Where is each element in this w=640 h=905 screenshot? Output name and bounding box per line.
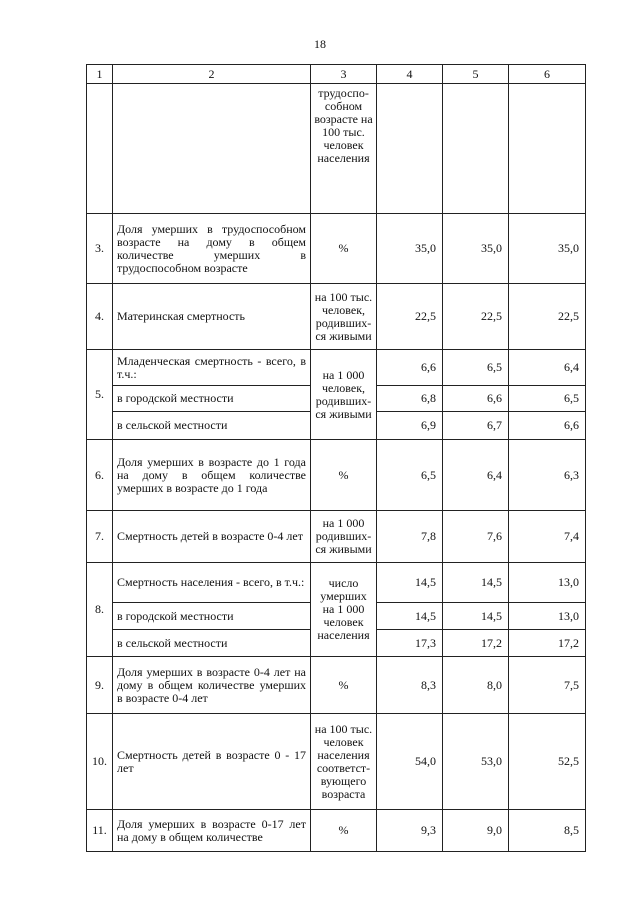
unit-cell: трудоспо-собном возрасте на 100 тыс. человек населения: [311, 84, 377, 214]
value-cell: 8,0: [443, 657, 509, 714]
table-row: [87, 284, 586, 350]
value-cell: 7,4: [509, 511, 586, 563]
value-cell: 53,0: [443, 714, 509, 810]
indicator-name: Доля умерших в трудоспособном возрасте на дому в общем количестве умерших в трудоспособном возрасте: [113, 214, 311, 284]
table-row: [87, 563, 586, 603]
unit-cell: %: [311, 657, 377, 714]
value-cell: 8,5: [509, 810, 586, 852]
page-number: 18: [314, 37, 326, 51]
value-cell: 7,6: [443, 511, 509, 563]
indicator-name: в сельской местности: [113, 630, 311, 657]
value-cell: 35,0: [443, 214, 509, 284]
value-cell: 6,3: [509, 440, 586, 511]
unit-cell: на 100 тыс. человек, родивших-ся живыми: [311, 284, 377, 350]
unit-cell: %: [311, 810, 377, 852]
indicator-name: Материнская смертность: [113, 284, 311, 350]
value-cell: 9,3: [377, 810, 443, 852]
value-cell: 6,4: [443, 440, 509, 511]
value-cell: 17,2: [509, 630, 586, 657]
value-cell: 8,3: [377, 657, 443, 714]
indicator-name: Смертность детей в возрасте 0 - 17 лет: [113, 714, 311, 810]
row-number: 10.: [87, 714, 113, 810]
value-cell: 14,5: [377, 603, 443, 630]
indicator-name: Доля умерших в возрасте до 1 года на дому в общем количестве умерших в возрасте до 1 года: [113, 440, 311, 511]
table-row: [87, 657, 586, 714]
value-cell: 14,5: [443, 603, 509, 630]
unit-cell: число умерших на 1 000 человек населения: [311, 563, 377, 657]
header-cell: 3: [311, 65, 377, 84]
header-cell: 4: [377, 65, 443, 84]
header-cell: 2: [113, 65, 311, 84]
unit-cell: на 1 000 родивших-ся живыми: [311, 511, 377, 563]
table-row: [87, 440, 586, 511]
indicator-name: в городской местности: [113, 603, 311, 630]
row-number: 5.: [87, 350, 113, 440]
header-cell: 6: [509, 65, 586, 84]
value-cell: 6,6: [443, 386, 509, 412]
unit-cell: %: [311, 214, 377, 284]
unit-cell: на 100 тыс. человек населения соответст-вующего возраста: [311, 714, 377, 810]
value-cell: 14,5: [377, 563, 443, 603]
value-cell: 14,5: [443, 563, 509, 603]
indicator-name: Младенческая смертность - всего, в т.ч.:: [113, 350, 311, 386]
header-cell: 5: [443, 65, 509, 84]
row-number: 6.: [87, 440, 113, 511]
value-cell: 7,8: [377, 511, 443, 563]
table-header-row: [87, 65, 586, 84]
value-cell: 6,5: [443, 350, 509, 386]
value-cell: 13,0: [509, 603, 586, 630]
row-number: 9.: [87, 657, 113, 714]
value-cell: 52,5: [509, 714, 586, 810]
value-cell: 6,5: [377, 440, 443, 511]
value-cell: 6,8: [377, 386, 443, 412]
indicators-table: [86, 64, 586, 852]
row-number: 7.: [87, 511, 113, 563]
row-number: 8.: [87, 563, 113, 657]
indicator-name: Доля умерших в возрасте 0-4 лет на дому в общем количестве умерших в возрасте 0-4 лет: [113, 657, 311, 714]
value-cell: 35,0: [377, 214, 443, 284]
unit-cell: на 1 000 человек, родивших-ся живыми: [311, 350, 377, 440]
indicator-name: Смертность детей в возрасте 0-4 лет: [113, 511, 311, 563]
table-row: [87, 350, 586, 386]
value-cell: 6,6: [509, 412, 586, 440]
value-cell: 6,6: [377, 350, 443, 386]
table-row: [87, 214, 586, 284]
unit-cell: %: [311, 440, 377, 511]
value-cell: 13,0: [509, 563, 586, 603]
value-cell: 22,5: [509, 284, 586, 350]
value-cell: 17,3: [377, 630, 443, 657]
table-row: [87, 810, 586, 852]
value-cell: 6,5: [509, 386, 586, 412]
value-cell: 9,0: [443, 810, 509, 852]
table-row: [87, 511, 586, 563]
value-cell: 22,5: [443, 284, 509, 350]
row-number: 11.: [87, 810, 113, 852]
indicator-name: Смертность населения - всего, в т.ч.:: [113, 563, 311, 603]
value-cell: 6,4: [509, 350, 586, 386]
value-cell: 6,9: [377, 412, 443, 440]
row-number: 3.: [87, 214, 113, 284]
header-cell: 1: [87, 65, 113, 84]
value-cell: 7,5: [509, 657, 586, 714]
table-row: [87, 714, 586, 810]
value-cell: 6,7: [443, 412, 509, 440]
indicator-name: в сельской местности: [113, 412, 311, 440]
value-cell: 17,2: [443, 630, 509, 657]
indicator-name: Доля умерших в возрасте 0-17 лет на дому в общем количестве: [113, 810, 311, 852]
table-row: [87, 84, 586, 214]
row-number: 4.: [87, 284, 113, 350]
value-cell: 35,0: [509, 214, 586, 284]
indicator-name: в городской местности: [113, 386, 311, 412]
value-cell: 54,0: [377, 714, 443, 810]
value-cell: 22,5: [377, 284, 443, 350]
